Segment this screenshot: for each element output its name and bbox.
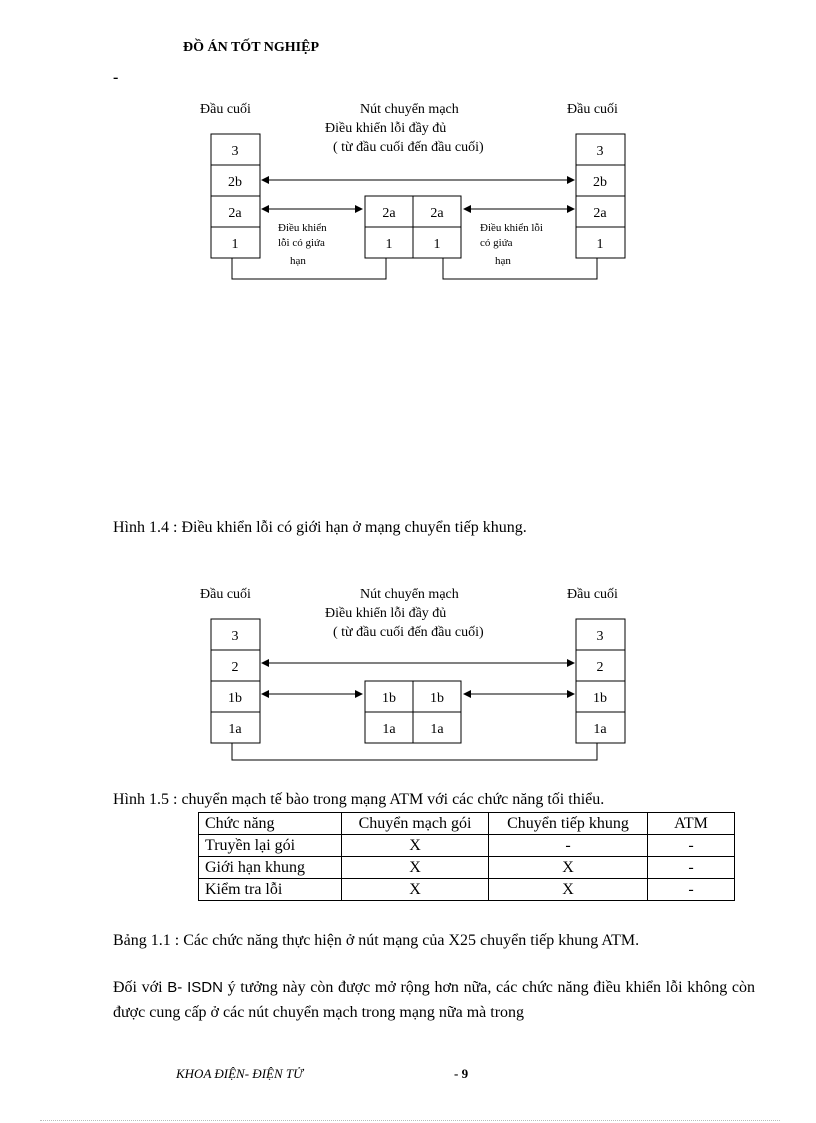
fig1-left-layer: 1 <box>231 237 239 252</box>
fig1-left-stack <box>211 134 260 258</box>
table-header-cell: Chuyển tiếp khung <box>489 813 648 835</box>
footer-divider <box>40 1120 780 1121</box>
table-row <box>199 879 735 901</box>
table-header-cell: Chuyển mạch gói <box>342 813 489 835</box>
fig1-right-stack <box>576 134 625 258</box>
fig2-left-layer: 3 <box>231 629 239 644</box>
fig2-center-sub1: Điều khiển lỗi đầy đủ <box>325 606 447 621</box>
table-header-row <box>199 813 735 835</box>
body-paragraph <box>113 975 755 1025</box>
footer-page-number: - 9 <box>454 1066 469 1081</box>
table-header-cell: ATM <box>648 813 735 835</box>
fig2-node-layer: 1a <box>382 722 396 737</box>
fig1-center-sub1: Điều khiển lỗi đầy đủ <box>325 121 447 136</box>
fig2-left-layer: 1b <box>228 691 242 706</box>
fig1-end-label-left: Đầu cuối <box>200 102 251 117</box>
table-cell: - <box>489 835 648 857</box>
paragraph-term: B- ISDN <box>167 979 223 996</box>
fig2-physical-link <box>232 743 597 760</box>
fig2-right-layer: 3 <box>596 629 604 644</box>
table-cell: X <box>489 857 648 879</box>
paragraph-prefix: Đối với <box>113 979 168 996</box>
table-row <box>199 857 735 879</box>
fig2-left-layer: 1a <box>228 722 242 737</box>
fig2-node-layer: 1b <box>382 691 396 706</box>
fig2-end-label-left: Đầu cuối <box>200 587 251 602</box>
fig1-right-layer: 1 <box>596 237 604 252</box>
table-row <box>199 835 735 857</box>
fig1-left-layer: 2a <box>228 206 242 221</box>
fig2-left-stack <box>211 619 260 743</box>
fig2-right-layer: 1a <box>593 722 607 737</box>
paragraph-rest: ý tưởng này còn được mở rộng hơn nữa, các chức năng điều khiển lỗi không còn được cung cấp ở các nút chuyển mạch trong mạng nữa mà trong <box>113 979 755 1021</box>
table-cell: X <box>342 879 489 901</box>
fig2-switch-node <box>365 681 461 743</box>
table-1-1-caption: Bảng 1.1 : Các chức năng thực hiện ở nút mạng của X25 chuyển tiếp khung ATM. <box>113 932 640 949</box>
fig1-physical-link-left <box>232 258 386 279</box>
fig1-switch-node <box>365 196 461 258</box>
fig1-right-layer: 3 <box>596 144 604 159</box>
table-header-cell: Chức năng <box>199 813 342 835</box>
figure-1-5-diagram <box>0 580 816 765</box>
fig1-physical-link-right <box>443 258 597 279</box>
fig1-node-layer: 1 <box>385 237 393 252</box>
fig1-node-layer: 1 <box>433 237 441 252</box>
fig1-node-layer: 2a <box>430 206 444 221</box>
table-cell: X <box>489 879 648 901</box>
fig1-right-note: Điều khiển lỗi <box>480 222 543 234</box>
list-dash: - <box>113 69 119 86</box>
figure-1-4-caption: Hình 1.4 : Điều khiển lỗi có giới hạn ở mạng chuyển tiếp khung. <box>113 519 527 536</box>
fig2-right-layer: 1b <box>593 691 607 706</box>
table-cell: - <box>648 857 735 879</box>
fig2-node-layer: 1a <box>430 722 444 737</box>
fig2-right-stack <box>576 619 625 743</box>
fig1-right-layer: 2b <box>593 175 607 190</box>
fig1-left-layer: 3 <box>231 144 239 159</box>
fig1-left-note: Điều khiển <box>278 222 327 234</box>
table-cell: Giới hạn khung <box>199 857 342 879</box>
fig1-right-note: có giứa <box>480 237 513 249</box>
table-cell: X <box>342 835 489 857</box>
table-cell: X <box>342 857 489 879</box>
fig1-center-sub2: ( từ đầu cuối đến đầu cuối) <box>333 140 484 155</box>
fig2-left-layer: 2 <box>231 660 239 675</box>
fig1-node-layer: 2a <box>382 206 396 221</box>
fig1-left-note: hạn <box>290 255 306 267</box>
functions-table <box>198 812 735 901</box>
table-cell: - <box>648 835 735 857</box>
fig1-end-label-right: Đầu cuối <box>567 102 618 117</box>
fig2-center-title: Nút chuyển mạch <box>360 587 459 602</box>
fig2-right-layer: 2 <box>596 660 604 675</box>
fig1-right-note: hạn <box>495 255 511 267</box>
fig2-end-label-right: Đầu cuối <box>567 587 618 602</box>
fig1-right-layer: 2a <box>593 206 607 221</box>
page-header-title: ĐỒ ÁN TỐT NGHIỆP <box>183 40 320 55</box>
fig2-node-layer: 1b <box>430 691 444 706</box>
figure-1-4-diagram <box>0 95 816 285</box>
table-cell: Truyền lại gói <box>199 835 342 857</box>
table-cell: - <box>648 879 735 901</box>
footer-department: KHOA ĐIỆN- ĐIỆN TỬ <box>176 1066 303 1081</box>
fig1-left-layer: 2b <box>228 175 242 190</box>
fig2-center-sub2: ( từ đầu cuối đến đầu cuối) <box>333 625 484 640</box>
fig1-center-title: Nút chuyển mạch <box>360 102 459 117</box>
fig1-left-note: lỗi có giứa <box>278 237 325 249</box>
figure-1-5-caption: Hình 1.5 : chuyển mạch tế bào trong mạng ATM với các chức năng tối thiểu. <box>113 791 605 808</box>
table-cell: Kiểm tra lỗi <box>199 879 342 901</box>
